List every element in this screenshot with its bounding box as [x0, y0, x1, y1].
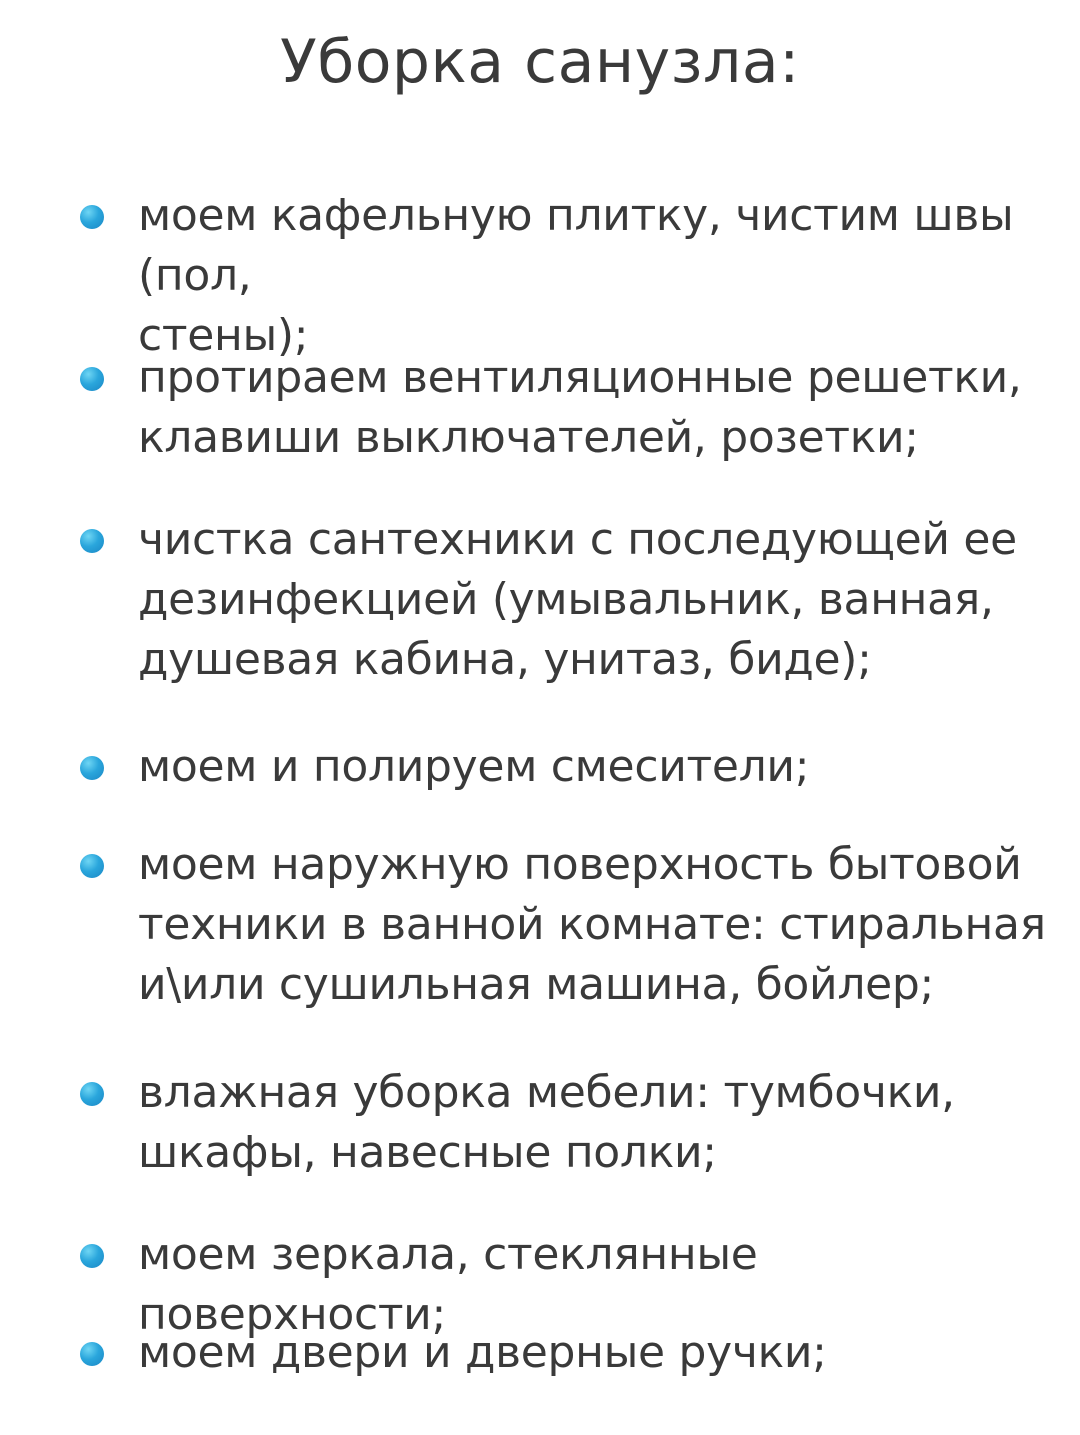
list-item-text: моем зеркала, стеклянные поверхности;: [138, 1229, 758, 1340]
page-title: Уборка санузла:: [280, 27, 800, 97]
bullet-dot-icon: [80, 1082, 104, 1106]
bullet-dot-icon: [80, 205, 104, 229]
list-item-text: моем наружную поверхность бытовой техники в ванной комнате: стиральная и\или сушильная машина, бойлер;: [138, 839, 1046, 1010]
bullet-dot-icon: [80, 1342, 104, 1366]
list-item-text: влажная уборка мебели: тумбочки, шкафы, навесные полки;: [138, 1067, 955, 1178]
bullet-dot-icon: [80, 1244, 104, 1268]
bullet-dot-icon: [80, 529, 104, 553]
list-item-text: чистка сантехники с последующей ее дезинфекцией (умывальник, ванная, душевая кабина, унитаз, биде);: [138, 514, 1017, 685]
list-item-text: моем двери и дверные ручки;: [138, 1327, 827, 1378]
list-item-text: моем кафельную плитку, чистим швы (пол, стены);: [138, 190, 1014, 361]
bullet-dot-icon: [80, 756, 104, 780]
list-item-text: протираем вентиляционные решетки, клавиши выключателей, розетки;: [138, 352, 1022, 463]
list-item-text: моем и полируем смесители;: [138, 741, 810, 792]
bullet-dot-icon: [80, 367, 104, 391]
bullet-dot-icon: [80, 854, 104, 878]
